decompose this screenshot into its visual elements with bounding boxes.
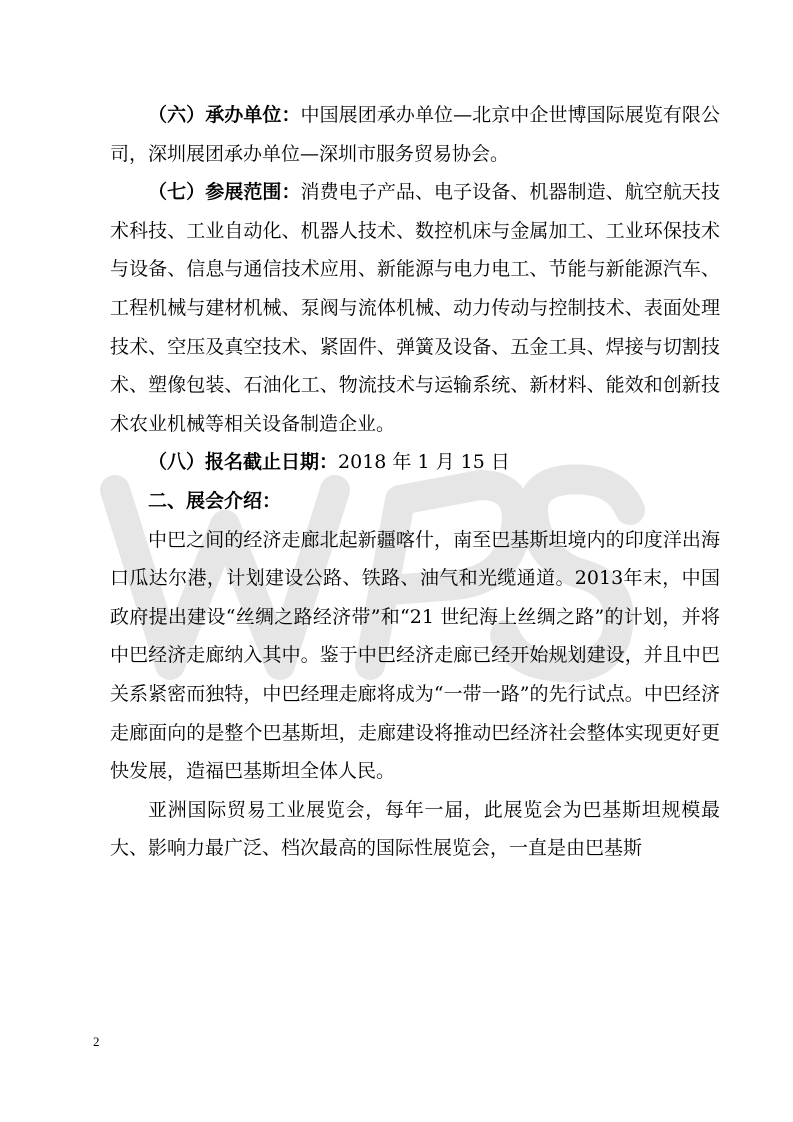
deadline-label: （八）报名截止日期： xyxy=(148,451,339,474)
organizer-text: 中国展团承办单位—北京中企世博国际展览有限公司，深圳展团承办单位—深圳市服务贸易协会。 xyxy=(110,104,720,165)
organizer-label: （六）承办单位： xyxy=(148,104,301,126)
section-heading-exhibition-intro: 二、展会介绍： xyxy=(148,489,282,512)
exhibit-scope-text: 消费电子产品、电子设备、机器制造、航空航天技术科技、工业自动化、机器人技术、数控机床与金属加工、工业环保技术与设备、信息与通信技术应用、新能源与电力电工、节能与新能源汽车、工程机械与建材机械、泵阀与流体机械、动力传动与控制技术、表面处理技术、空压及真空技术、紧固件、弹簧及设备、五金工具、焊接与切割技术、塑像包装、石油化工、物流技术与运输系统、新材料、能效和创新技术农业机械等相关设备制造企业。 xyxy=(110,181,720,435)
document-body xyxy=(110,96,720,868)
paragraph-deadline xyxy=(110,443,720,482)
paragraph-organizer xyxy=(110,96,720,173)
exhibit-scope-label: （七）参展范围： xyxy=(148,181,301,204)
deadline-text: 2018 年 1 月 15 日 xyxy=(338,451,510,474)
paragraph-exhibit-scope xyxy=(110,173,720,443)
page-number: 2 xyxy=(93,1034,100,1049)
paragraph-intro-expo: 亚洲国际贸易工业展览会，每年一届，此展览会为巴基斯坦规模最大、影响力最广泛、档次最高的国际性展览会，一直是由巴基斯 xyxy=(110,798,720,860)
paragraph-intro-corridor: 中巴之间的经济走廊北起新疆喀什，南至巴基斯坦境内的印度洋出海口瓜达尔港，计划建设公路、铁路、油气和光缆通道。2013年末，中国政府提出建设“丝绸之路经济带”和“21 世纪海上丝绸之路”的计划，并将中巴经济走廊纳入其中。鉴于中巴经济走廊已经开始规划建设，并且中巴关系紧密而独特，中巴经理走廊将成为“一带一路”的先行试点。中巴经济走廊面向的是整个巴基斯坦，走廊建设将推动巴经济社会整体实现更好更快发展，造福巴基斯坦全体人民。 xyxy=(110,528,720,783)
